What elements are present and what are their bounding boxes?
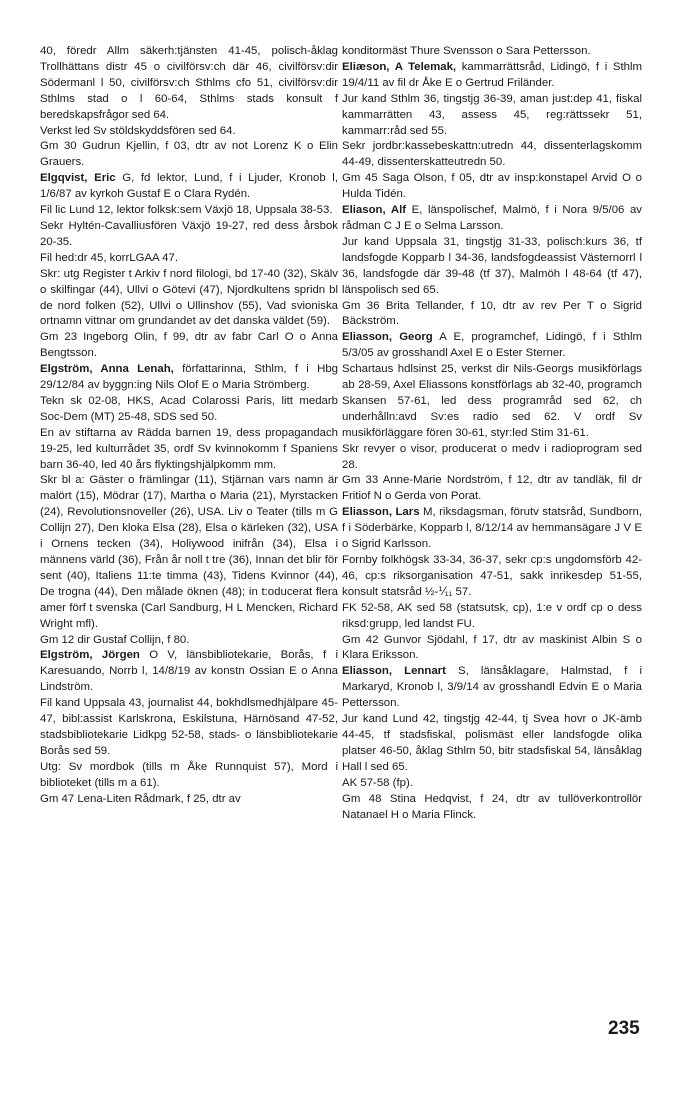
left-paragraph [40,648,338,696]
entry-text: Gm 48 Stina Hedqvist, f 24, dtr av tullöverkontrollör Natanael H o Maria Flinck. [342,792,642,821]
entry-headword: Eliasson, Lennart [342,665,446,678]
right-paragraph [342,171,642,203]
right-paragraph [342,712,642,776]
entry-text: konditormäst Thure Svensson o Sara Pettersson. [342,45,591,57]
entry-text: Gm 36 Brita Tellander, f 10, dtr av rev Per T o Sigrid Bäckström. [342,299,642,328]
left-paragraph [40,633,338,649]
entry-text: Tekn sk 02-08, HKS, Acad Colarossi Paris, litt medarb Soc-Dem (MT) 25-48, SDS sed 50. [40,394,338,423]
entry-text: Gm 30 Gudrun Kjellin, f 03, dtr av not Lorenz K o Elin Grauers. [40,140,338,169]
right-paragraph [342,601,642,633]
left-paragraph [40,394,338,426]
entry-text: Utg: Sv mordbok (tills m Åke Runnquist 57), Mord i biblioteket (tills m a 61). [40,760,338,789]
entry-text: FK 52-58, AK sed 58 (statsutsk, cp), 1:e v ordf cp o dess riksd:grupp, led landst FU. [342,601,642,630]
entry-text: En av stiftarna av Rädda barnen 19, dess propagandach 19-25, led kulturrådet 35, ordf Sv kvinnokomm f Spaniens barn 36-40, led 40 års flyktingshjälpkomm mm. [40,426,338,471]
entry-headword: Eliasson, Lars [342,506,420,519]
entry-headword: Elgström, Jörgen [40,649,140,662]
left-paragraph [40,44,338,124]
page-number: 235 [608,1018,640,1039]
entry-text: kammarrättsråd, Lidingö, f i Sthlm 19/4/11 av fil dr Åke E o Gertrud Friländer. [342,60,642,89]
right-paragraph [342,776,642,792]
entry-text: Fil lic Lund 12, lektor folksk:sem Växjö 18, Uppsala 38-53. [40,204,333,217]
right-paragraph [342,553,642,601]
right-paragraph [342,473,642,505]
entry-text: Fornby folkhögsk 33-34, 36-37, sekr cp:s ungdomsförb 42-46, cp:s riksorganisation 47-51, sakk inrikesdep 51-55, konsult statsråd ½-⅟₁₁ 57. [342,554,642,598]
entry-text: 40, föredr Allm säkerh:tjänsten 41-45, polisch-åklag Trollhättans distr 45 o civilförsv:ch där 46, civilförsv:dir Södermanl l 50, civilförsv:ch Sthlms cfo 51, civilförsv:dir Sthlms stad o l 60-64, Sthlms stads konsult f beredskapsfrågor sed 64. [40,45,338,121]
entry-text: Skr revyer o visor, producerat o medv i radioprogram sed 28. [342,442,642,471]
left-paragraph [40,426,338,474]
entry-text: Sekr jordbr:kassebeskattn:utredn 44, dissenterlagskomm 44-49, dissenterskatteutredn 50. [342,140,642,169]
entry-text: O V, länsbibliotekarie, Borås, f i Karesuando, Norrb l, 14/8/19 av konstn Ossian E o Anna Lindström. [40,649,338,694]
left-paragraph [40,267,338,331]
right-paragraph [342,44,642,60]
left-paragraph [40,330,338,362]
entry-text: Gm 45 Saga Olson, f 05, dtr av insp:konstapel Arvid O o Hulda Tidén. [342,172,642,201]
right-paragraph [342,203,642,235]
left-paragraph [40,696,338,760]
right-paragraph [342,792,642,824]
right-paragraph [342,442,642,474]
entry-text: Sekr Hyltén-Cavalliusfören Växjö 19-27, red dess årsbok 20-35. [40,219,338,248]
left-paragraph [40,760,338,792]
entry-headword: Eliasson, Georg [342,331,433,344]
entry-text: Gm 47 Lena-Liten Rådmark, f 25, dtr av [40,792,241,805]
right-paragraph [342,664,642,712]
right-paragraph [342,60,642,92]
right-paragraph [342,330,642,362]
entry-text: Jur kand Sthlm 36, tingstjg 36-39, aman just:dep 41, fiskal kammarrätten 43, assess 45, reg:rättssekr 51, kammarr:råd sed 55. [342,92,642,137]
entry-text: Gm 23 Ingeborg Olin, f 99, dtr av fabr Carl O o Anna Bengtsson. [40,331,338,360]
entry-text: författarinna, Sthlm, f i Hbg 29/12/84 av byggn:ing Nils Olof E o Maria Strömberg. [40,363,338,392]
entry-text: E, länspolischef, Malmö, f i Nora 9/5/06 av rådman C J E o Selma Larsson. [342,204,642,232]
right-paragraph [342,235,642,299]
entry-text: Schartaus hdlsinst 25, verkst dir Nils-Georgs musikförlags ab 28-59, Axel Eliassons konstförlags ab 32-40, programch Skansen 57-61, led dess programråd sed 62, ch underhålln:avd Sv:es radio sed 62. V ordf Sv musikförläggare fören 30-61, styr:led Stim 31-61. [342,363,642,439]
right-paragraph [342,299,642,331]
right-column [342,44,642,823]
left-paragraph [40,203,338,219]
left-paragraph [40,139,338,171]
entry-text: Jur kand Lund 42, tingstjg 42-44, tj Svea hovr o JK-ämb 44-45, tf stadsfiskal, polismäst eller landsfogde olika platser 46-50, åklag Sthlm 50, bitr stadsfiskal 54, länsåklag Hall l sed 65. [342,713,642,773]
left-column [40,44,338,808]
entry-text: S, länsåklagare, Halmstad, f i Markaryd, Kronob l, 3/9/14 av grosshandl Edvin E o Maria Pettersson. [342,665,642,710]
entry-headword: Elgqvist, Eric [40,172,116,185]
left-paragraph [40,171,338,203]
entry-text: M, riksdagsman, förutv statsråd, Sundborn, f i Söderbärke, Kopparb l, 8/12/14 av hemmansägare J V E o Sigrid Karlsson. [342,506,642,551]
right-paragraph [342,633,642,665]
entry-headword: Eliæson, A Telemak, [342,60,457,73]
right-paragraph [342,505,642,553]
left-paragraph [40,219,338,251]
left-paragraph [40,362,338,394]
right-paragraph [342,92,642,140]
right-paragraph [342,139,642,171]
entry-headword: Eliason, Alf [342,204,407,217]
left-paragraph [40,792,338,808]
left-paragraph [40,473,338,632]
entry-text: G, fd lektor, Lund, f i Ljuder, Kronob l, 1/6/87 av kyrkoh Gustaf E o Clara Rydén. [40,172,338,201]
entry-text: Skr: utg Register t Arkiv f nord filologi, bd 17-40 (32), Skälv o skilfingar (44), Ullvi o Götevi (47), Njordkultens spridn bl de nord folken (52), Ullvi o Ullinshov (55), Vad svioniska ortnamn vittnar om grundandet av det danska väldet (59). [40,267,338,328]
entry-text: Jur kand Uppsala 31, tingstjg 31-33, polisch:kurs 36, tf landsfogde Kopparb l 34-36, landsfogdeassist Västernorrl l 36, landsfogde där 39-48 (tf 37), Malmöh l 48-64 (tf 47), länspolisch sed 65. [342,235,642,296]
entry-headword: Elgström, Anna Lenah, [40,363,174,376]
entry-text: Skr bl a: Gäster o främlingar (11), Stjärnan vars namn är malört (15), Mödrar (17), Martha o Maria (21), Myrstacken (24), Revolutionsnoveller (26), USA. Liv o Teater (tills m G Collijn 27), Den kloka Elsa (28), Elsa o kärleken (32), USA i Ornens tecken (34), Holiywood inifrån (34), Elsa i männens värld (36), Från år noll t tre (36), Innan det blir för sent (40), Italiens 11:te timma (43), Tidens Kvinnor (44), De trogna (44), Den målade öknen (48); in t:oducerat flera amer förf t svenska (Carl Sandburg, H L Mencken, Richard Wright mfl). [40,474,338,630]
entry-text: Gm 12 dir Gustaf Collijn, f 80. [40,633,190,646]
entry-text: Verkst led Sv stöldskyddsfören sed 64. [40,124,236,137]
entry-text: AK 57-58 (fp). [342,776,413,789]
left-paragraph [40,124,338,140]
right-paragraph [342,362,642,442]
entry-text: Gm 33 Anne-Marie Nordström, f 12, dtr av tandläk, fil dr Fritiof N o Gerda von Porat. [342,474,642,503]
entry-text: A E, programchef, Lidingö, f i Sthlm 5/3/05 av grosshandl Axel E o Ester Sterner. [342,331,642,360]
entry-text: Fil kand Uppsala 43, journalist 44, bokhdlsmedhjälpare 45-47, bibl:assist Karlskrona, Eskilstuna, Härnösand 47-52, stadsbibliotekarie Lidkpg 52-58, stads- o länsbibliotekarie Borås sed 59. [40,697,338,757]
entry-text: Fil hed:dr 45, korrLGAA 47. [40,251,179,264]
left-paragraph [40,251,338,267]
entry-text: Gm 42 Gunvor Sjödahl, f 17, dtr av maskinist Albin S o Klara Eriksson. [342,633,642,662]
